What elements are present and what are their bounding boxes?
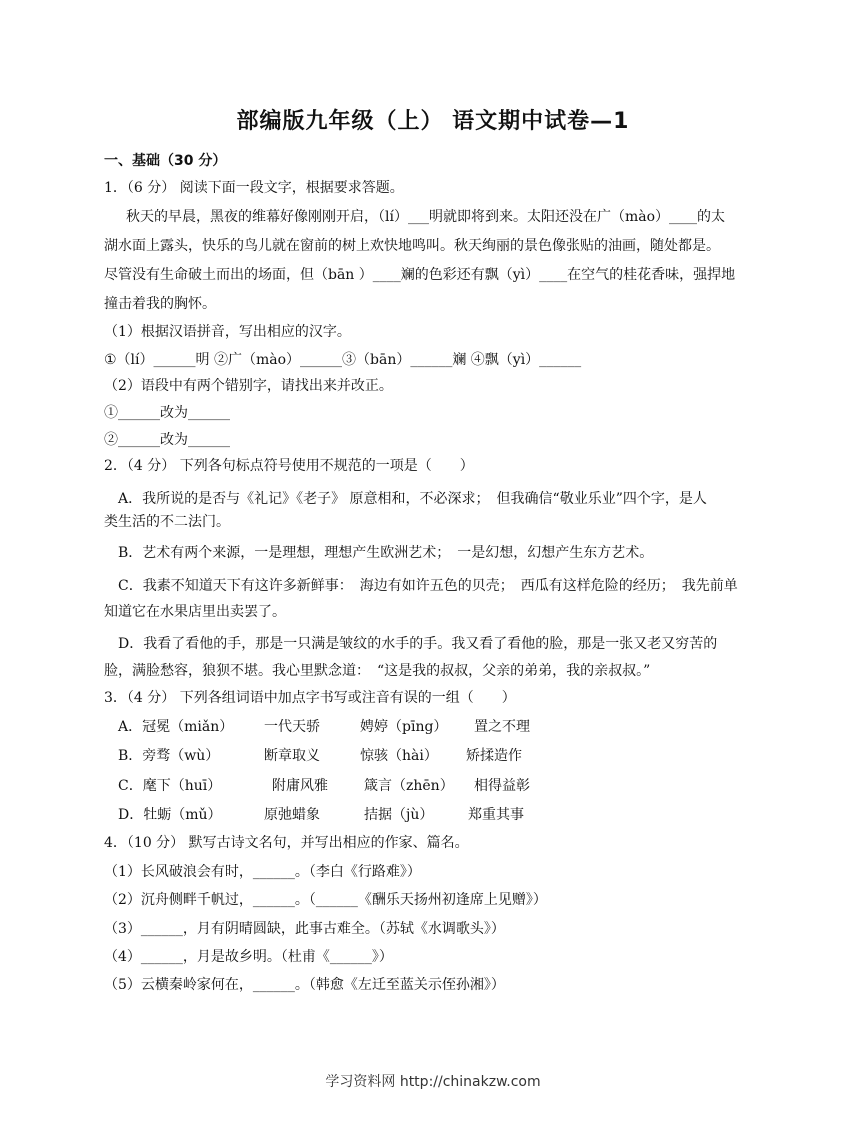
q3-cell: 娉婷（pīng） [360,719,448,735]
q3-cell: A．冠冕（miǎn） [118,719,234,735]
q2-option-c: C．我素不知道天下有这许多新鲜事： 海边有如许五色的贝壳； 西瓜有这样危险的经历； 我先前单 [118,578,738,594]
q3-cell: 一代天骄 [264,719,320,735]
q1-stem: 1．（6 分） 阅读下面一段文字，根据要求答题。 [104,180,404,196]
q2-option-d: D．我看了看他的手，那是一只满是皱纹的水手的手。我又看了看他的脸，那是一张又老又穷苦的 [118,636,718,652]
q2-option-a: A．我所说的是否与《礼记》《老子》 原意相和，不必深求； 但我确信“敬业乐业”四个字，是人 [118,491,707,507]
q3-row-c [118,776,558,798]
q3-cell: 箴言（zhēn） [364,778,454,794]
q2-option-c-cont: 知道它在水果店里出卖罢了。 [104,604,286,620]
q4-item: （1）长风破浪会有时，______。（李白《行路难》） [104,864,421,880]
page-title: 部编版九年级（上） 语文期中试卷—1 [236,109,630,134]
q1-sub2: （2）语段中有两个错别字，请找出来并改正。 [104,378,393,394]
q1-sub2-line: ②______改为______ [104,432,230,448]
footer-watermark: 学习资料网 http://chinakzw.com [325,1074,541,1090]
q3-cell: 矫揉造作 [466,748,522,764]
q1-sub1: （1）根据汉语拼音，写出相应的汉字。 [104,324,351,340]
q2-option-b: B．艺术有两个来源，一是理想，理想产生欧洲艺术； 一是幻想，幻想产生东方艺术。 [118,545,654,561]
q3-row-a [118,717,558,739]
q3-cell: C．麾下（huī） [118,778,222,794]
q3-cell: 惊骇（hài） [360,748,438,764]
q3-cell: 相得益彰 [474,778,530,794]
q2-stem: 2．（4 分） 下列各句标点符号使用不规范的一项是（ ） [104,458,474,474]
q2-option-d-cont: 脸，满脸愁容，狼狈不堪。我心里默念道： “这是我的叔叔，父亲的弟弟，我的亲叔叔。” [104,663,651,679]
q3-row-b [118,746,558,768]
q1-sub2-line: ①______改为______ [104,405,230,421]
q1-passage-line: 尽管没有生命破土而出的场面，但（bān ）____斓的色彩还有飘（yì）____在空气的桂花香味，强捍地 [104,267,736,283]
q4-item: （5）云横秦岭家何在，______。（韩愈《左迁至蓝关示侄孙湘》） [104,977,505,993]
q1-sub1-answer: ①（lí）______明 ②广（mào）______③（bān）______斓 ④飘（yì）______ [104,352,582,368]
q3-cell: 附庸风雅 [272,778,328,794]
q4-item: （2）沉舟侧畔千帆过，______。（______《酬乐天扬州初逢席上见赠》） [104,892,547,908]
q3-cell: B．旁骛（wù） [118,748,220,764]
q2-option-a-cont: 类生活的不二法门。 [104,514,230,530]
section-heading: 一、基础（30 分） [104,153,227,169]
q1-passage-line: 湖水面上露头，快乐的鸟儿就在窗前的树上欢快地鸣叫。秋天绚丽的景色像张贴的油画，随处都是。 [104,238,720,254]
q3-cell: 郑重其事 [468,807,524,823]
q3-row-d [118,805,558,827]
q3-cell: 拮据（jù） [364,807,434,823]
q3-cell: 置之不理 [474,719,530,735]
q3-cell: D．牡蛎（mǔ） [118,807,222,823]
q4-item: （3）______，月有阴晴圆缺，此事古难全。（苏轼《水调歌头》） [104,921,505,937]
q1-passage-line: 撞击着我的胸怀。 [104,296,216,312]
q4-item: （4）______，月是故乡明。（杜甫《______》） [104,949,393,965]
q3-cell: 断章取义 [264,748,320,764]
q3-stem: 3．（4 分） 下列各组词语中加点字书写或注音有误的一组（ ） [104,690,516,706]
q1-passage-line: 秋天的早晨，黑夜的维幕好像刚刚开启，（lí）___明就即将到来。太阳还没在广（mào）____的太 [126,209,726,225]
q4-stem: 4．（10 分） 默写古诗文名句，并写出相应的作家、篇名。 [104,835,469,851]
q3-cell: 原弛蜡象 [264,807,320,823]
